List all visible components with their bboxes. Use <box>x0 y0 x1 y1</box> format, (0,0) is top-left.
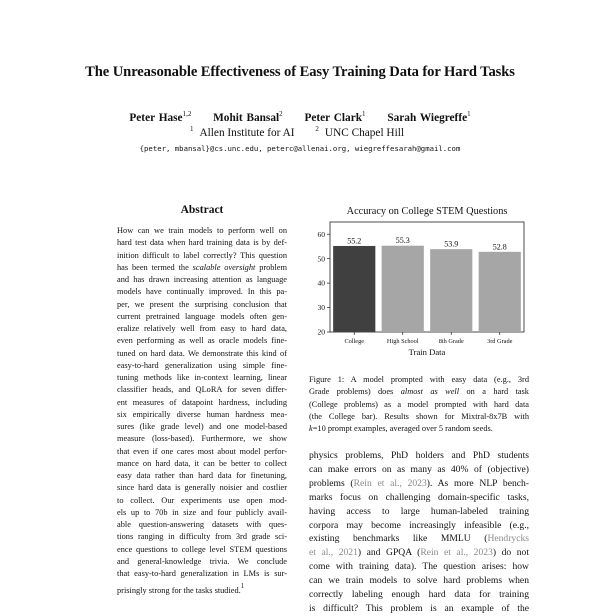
abstract-line: models have continually improved. In this pa- <box>117 287 287 297</box>
abstract-line: ent measures of datapoint hardness, including <box>117 397 287 407</box>
abstract-line: that even if one cares most about model perfor- <box>117 446 287 456</box>
paper-title: The Unreasonable Effectiveness of Easy Training Data for Hard Tasks <box>85 64 515 80</box>
abstract-line: ence questions to college level STEM questions <box>117 544 287 554</box>
abstract-text <box>117 225 287 598</box>
author-1: Peter Hase$^{1,2}$ <box>129 110 192 124</box>
y-tick-label: 30 <box>317 303 325 313</box>
caption-line: Figure 1: A model prompted with easy data (e.g., 3rd <box>309 375 529 384</box>
caption-line: (College problems) as a model prompted with hard data <box>309 399 529 409</box>
abstract-line: classifier heads, and QLoRA for seven differ- <box>117 385 287 395</box>
abstract-line: mance on hard data, it can be better to collect <box>117 458 287 468</box>
x-tick-label: High School <box>386 338 419 345</box>
body-line: et al., 2021) and GPQA (Rein et al., 2023) do not <box>309 547 529 559</box>
body-line: physics problems, PhD holders and PhD students <box>309 450 529 461</box>
y-tick-label: 60 <box>317 229 325 239</box>
bar <box>333 246 375 332</box>
bar <box>382 246 424 332</box>
abstract-line: even performing as well as oracle models fine- <box>117 336 287 346</box>
abstract-line: current pretrained language models often gen- <box>117 311 287 321</box>
author-list <box>0 110 600 124</box>
caption-line: (the College bar). Results shown for Mixtral-8x7B with <box>309 411 529 421</box>
abstract-line: tions ranging in difficulty from 3rd grade sci- <box>117 532 287 542</box>
abstract-line: to collect. Our experiments use open mod- <box>117 495 287 505</box>
bar <box>430 249 472 332</box>
body-line: corpora may become increasingly infeasible (e.g., <box>309 519 529 531</box>
body-text <box>309 449 529 616</box>
x-tick-label: 8th Grade <box>438 338 464 345</box>
y-tick-label: 20 <box>317 327 325 337</box>
abstract-line: and has drawn increasing attention as language <box>117 275 287 284</box>
abstract-line: inition difficult to label correctly? This question <box>117 250 287 260</box>
y-tick-label: 50 <box>317 254 325 264</box>
abstract-line: per, we present the surprising conclusion that <box>117 299 287 309</box>
affiliations <box>0 125 600 139</box>
abstract-line: prisingly strong for the tasks studied.$^1$ <box>117 582 245 596</box>
bar-value-label: 55.2 <box>347 236 362 246</box>
abstract-line: tuned on hard data. We demonstrate this kind of <box>117 348 287 358</box>
affiliation-2: $^2$ UNC Chapel Hill <box>315 125 404 139</box>
author-2: Mohit Bansal$^2$ <box>213 110 283 124</box>
accuracy-bar-chart <box>308 200 530 360</box>
bar-value-label: 55.3 <box>395 236 410 246</box>
abstract-line: easy-to-hard generalization using simple fine- <box>117 360 287 370</box>
body-line: existing benchmarks like MMLU (Hendrycks <box>309 533 529 545</box>
bar <box>479 252 521 332</box>
chart-title: Accuracy on College STEM Questions <box>346 206 508 217</box>
x-axis-label: Train Data <box>408 347 446 357</box>
caption-line: k=10 prompt examples, averaged over 5 random seeds. <box>309 424 493 433</box>
body-line: problems (Rein et al., 2023). As more NLP bench- <box>309 477 529 489</box>
author-3: Peter Clark$^1$ <box>304 110 366 124</box>
body-line: can we train models to solve hard problems when <box>309 575 529 587</box>
abstract-line: sures (like grade level) and one model-based <box>117 422 287 431</box>
abstract-line: els up to 70b in size and four publicly avail- <box>117 507 287 517</box>
body-line: marks focus on challenging domain-specific tasks, <box>309 491 529 503</box>
abstract-line: hard test data when hard training data is by def- <box>117 238 287 248</box>
abstract-line: able question-answering datasets with ques- <box>117 520 287 529</box>
abstract-line: easy data rather than hard data for finetuning, <box>117 471 287 480</box>
body-line: having access to large human-labeled training <box>309 505 529 517</box>
abstract-heading: Abstract <box>180 204 224 216</box>
abstract-line: measure (loss-based). Furthermore, we show <box>117 434 287 444</box>
abstract-line: How can we train models to perform well on <box>117 226 287 235</box>
author-4: Sarah Wiegreffe$^1$ <box>387 110 471 124</box>
figure-caption <box>309 374 529 435</box>
x-tick-label: 3rd Grade <box>487 338 513 345</box>
body-line: come with training data). The question arises: how <box>309 561 529 573</box>
body-line: is difficult? This problem is an example of the <box>309 602 529 614</box>
bar-value-label: 53.9 <box>444 239 459 249</box>
abstract-line: eralize relatively well from easy to hard data, <box>117 324 287 333</box>
body-line: can make errors on as many as 40% of (objective) <box>309 463 529 475</box>
abstract-line: and general-knowledge trivia. We conclude <box>117 556 287 566</box>
bar-value-label: 52.8 <box>492 242 507 252</box>
abstract-line: six empirically diverse human hardness mea- <box>117 409 287 419</box>
abstract-line: tuning methods like in-context learning, linear <box>117 373 287 382</box>
abstract-line: since hard data is generally noisier and costlier <box>117 483 287 493</box>
caption-line: Grade problems) does almost as well on a hard task <box>309 387 529 397</box>
body-line: correctly labeling enough hard data for training <box>309 589 529 601</box>
abstract-line: that easy-to-hard generalization in LMs is sur- <box>117 569 287 578</box>
abstract-line: has been termed the scalable oversight problem <box>117 262 287 272</box>
affiliation-1: $^1$ Allen Institute for AI <box>190 125 295 139</box>
y-tick-label: 40 <box>317 278 325 288</box>
author-emails: {peter, mbansal}@cs.unc.edu, peterc@allenai.org, wiegreffesarah@gmail.com <box>139 144 461 153</box>
x-tick-label: College <box>344 338 365 345</box>
